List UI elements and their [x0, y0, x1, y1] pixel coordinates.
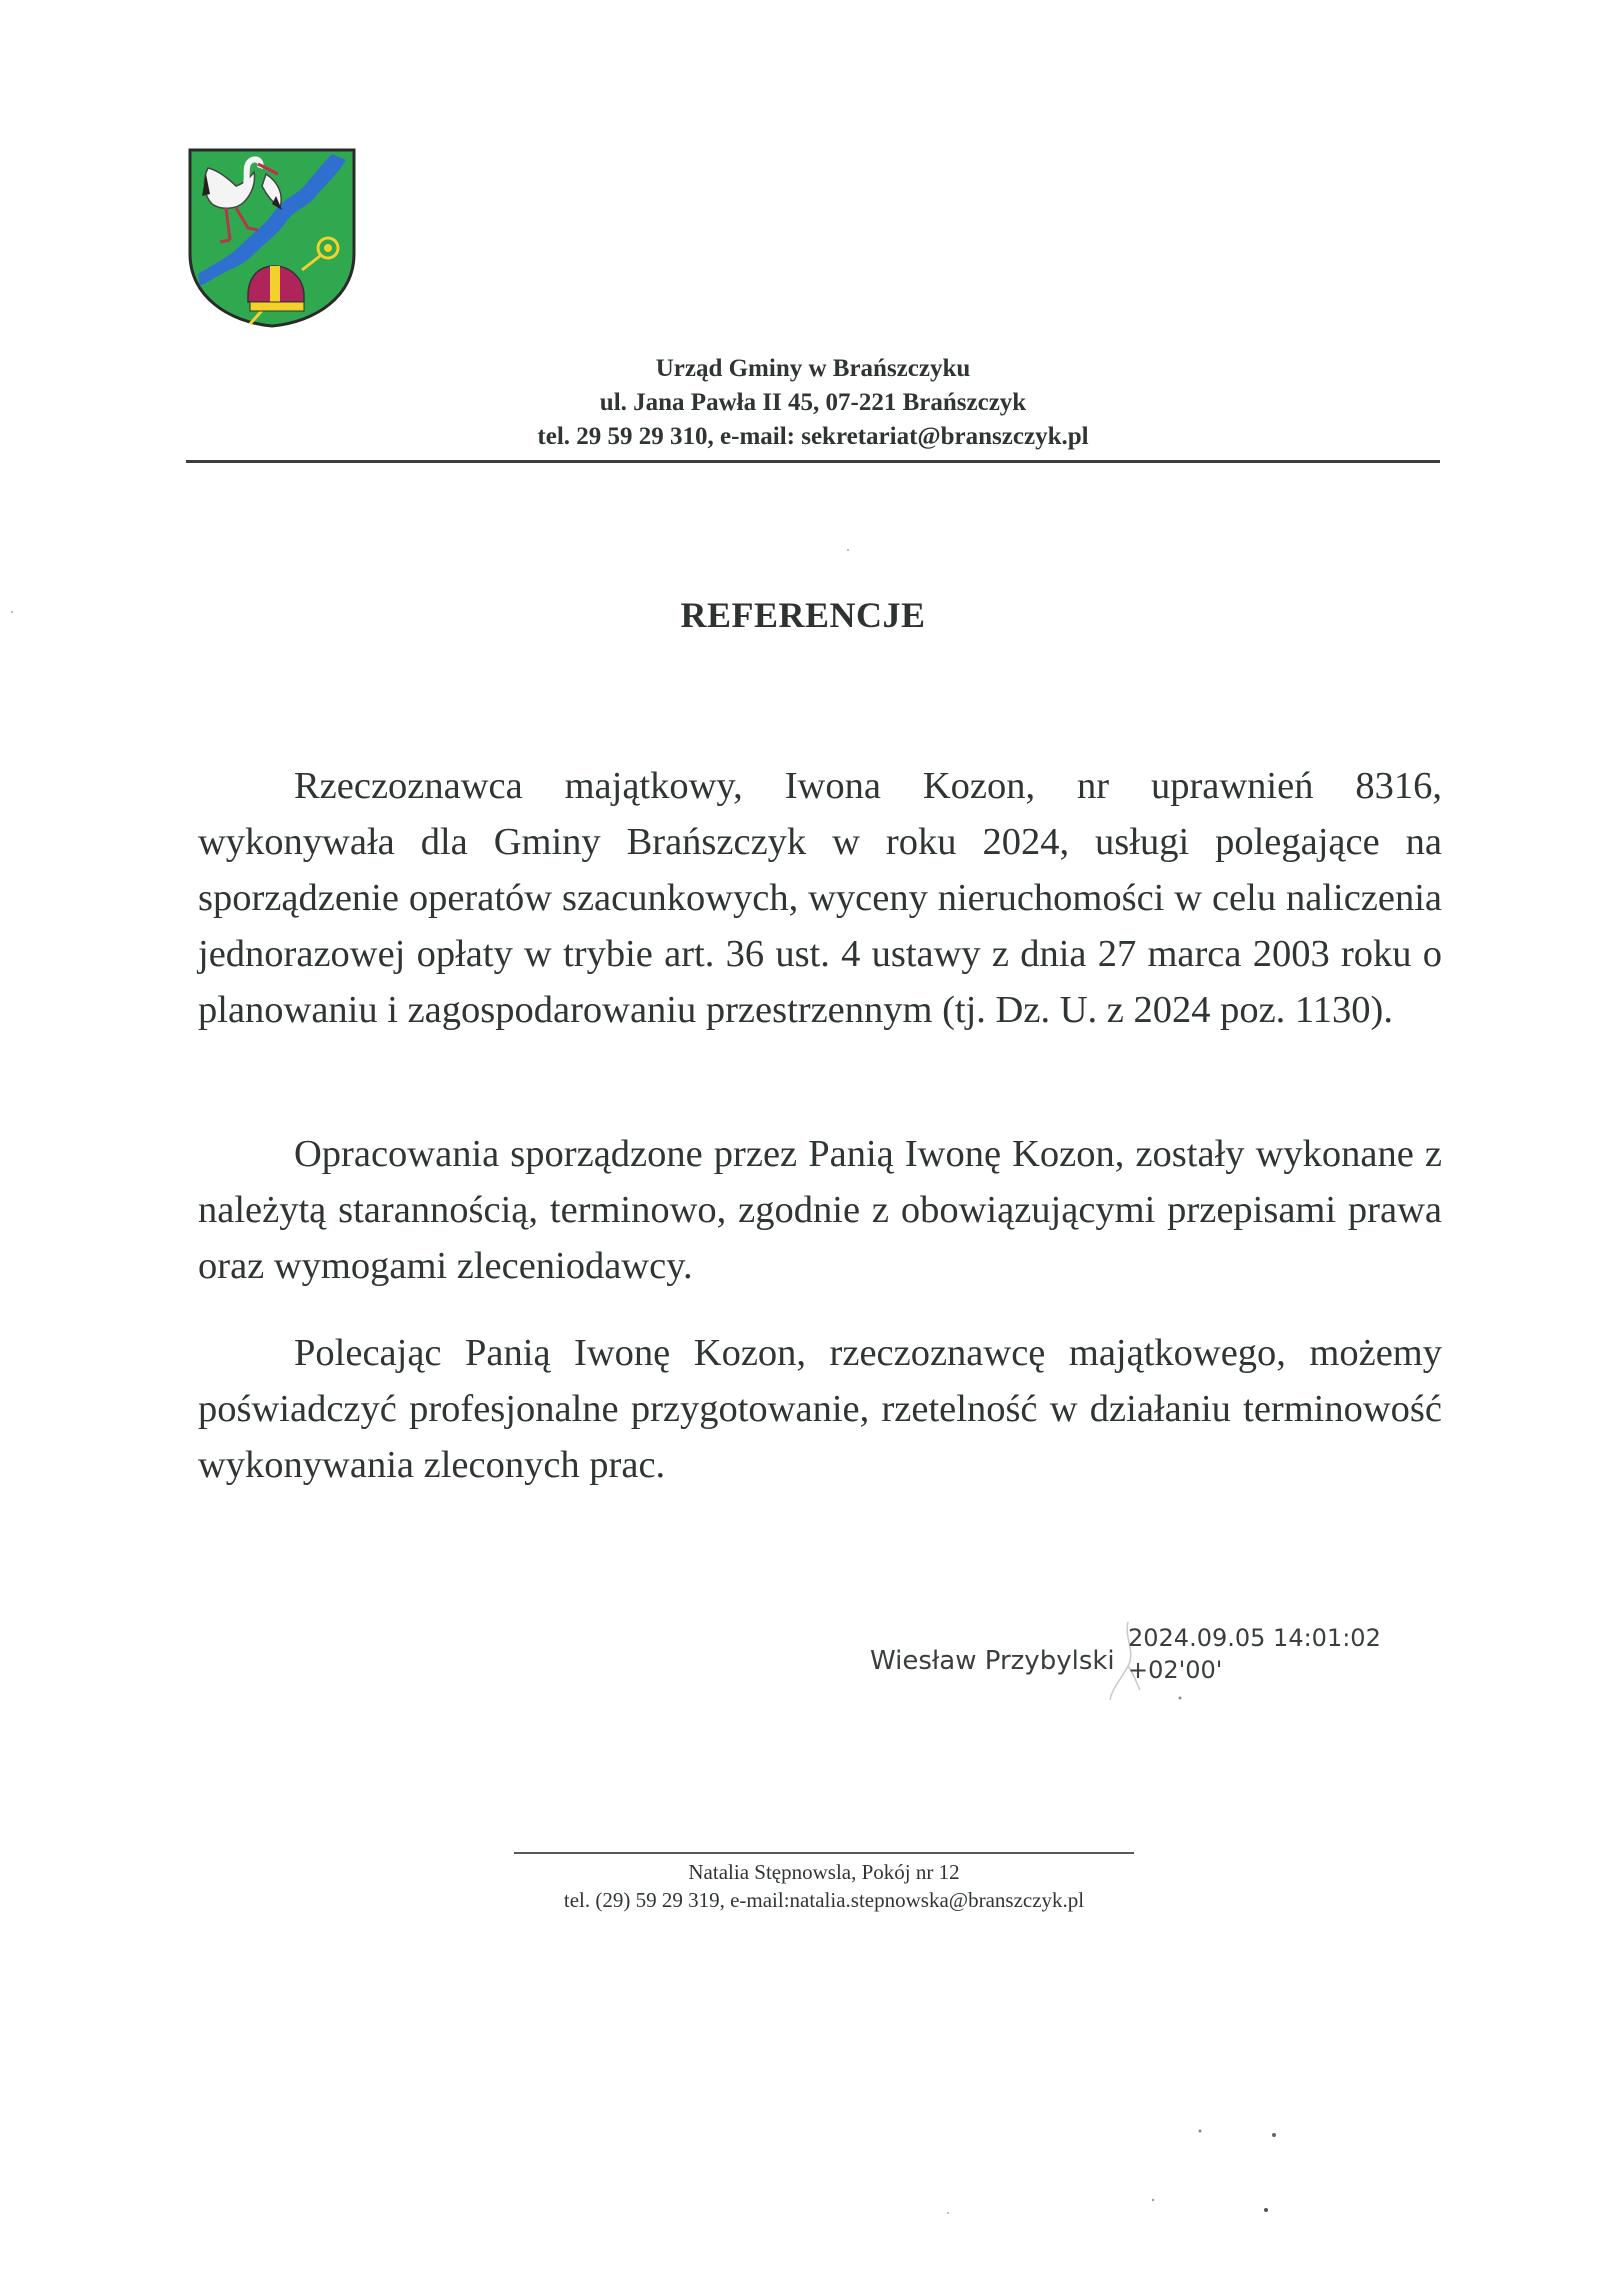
document-title: REFERENCJE [680, 595, 926, 635]
signature-timezone: +02'00' [1128, 1656, 1223, 1684]
paragraph-text: Rzeczoznawca majątkowy, Iwona Kozon, nr uprawnień 8316, wykonywała dla Gminy Brańszczyk w roku 2024, usługi polegające na sporządzenie operatów szacunkowych, wyceny nieruchomości w celu naliczenia jednorazowej opłaty w trybie art. 36 ust. 4 ustawy z dnia 27 marca 2003 roku o planowaniu i zagospodarowaniu przestrzennym (tj. Dz. U. z 2024 poz. 1130). [198, 765, 1442, 1031]
office-address: ul. Jana Pawła II 45, 07-221 Brańszczyk [599, 389, 1027, 416]
paragraph-text: Opracowania sporządzone przez Panią Iwonę Kozon, zostały wykonane z należytą starannością, terminowo, zgodnie z obowiązującymi przepisami prawa oraz wymogami zleceniodawcy. [198, 1133, 1442, 1287]
footer-contact-person: Natalia Stępnowsla, Pokój nr 12 [688, 1860, 960, 1884]
office-name: Urząd Gminy w Brańszczyku [655, 355, 971, 382]
signature-date: 2024.09.05 14:01:02 [1128, 1624, 1381, 1652]
footer-divider [514, 1852, 1134, 1854]
digital-signature [870, 1618, 1390, 1718]
footer-contact-details: tel. (29) 59 29 319, e-mail:natalia.stepnowska@branszczyk.pl [563, 1888, 1085, 1912]
letterhead [186, 352, 1440, 454]
paragraph-text: Polecając Panią Iwonę Kozon, rzeczoznawcę majątkowego, możemy poświadczyć profesjonalne przygotowanie, rzetelność w działaniu terminowość wykonywania zleconych prac. [198, 1332, 1442, 1486]
footer [514, 1858, 1134, 1914]
coat-of-arms-icon [186, 146, 358, 328]
body-paragraph-3 [198, 1325, 1442, 1493]
signer-name: Wiesław Przybylski [870, 1646, 1115, 1676]
header-divider [186, 460, 1440, 463]
body-paragraph-2 [198, 1126, 1442, 1294]
office-contact: tel. 29 59 29 310, e-mail: sekretariat@branszczyk.pl [537, 423, 1089, 450]
signature-timestamp [1128, 1622, 1381, 1686]
body-paragraph-1 [198, 758, 1442, 1038]
